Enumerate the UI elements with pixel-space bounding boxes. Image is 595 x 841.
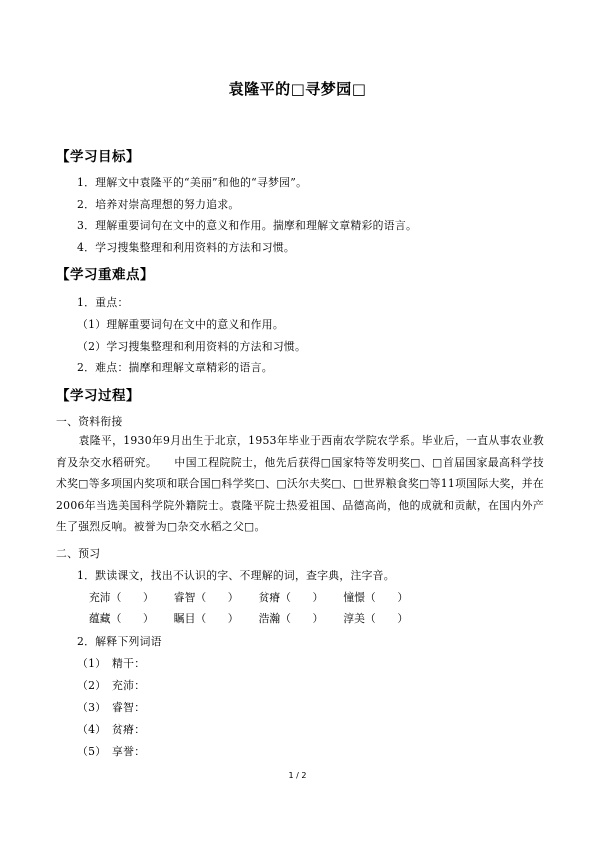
pinyin-word: 充沛（ ） [89,591,154,604]
pinyin-word: 瞩目（ ） [173,612,239,625]
pinyin-word: 睿智（ ） [173,591,239,604]
term-item: （3） 睿智： [77,701,146,714]
question-2: 2．解释下列词语 [77,635,162,648]
pinyin-word: 浩瀚（ ） [258,612,324,625]
pinyin-word: 蕴藏（ ） [89,612,154,625]
pinyin-word: 憧憬（ ） [343,591,409,604]
goal-item: 1．理解文中袁隆平的“美丽”和他的“寻梦园”。 [77,176,308,189]
page-number: 1 / 2 [288,771,307,780]
term-item: （5） 享誉： [77,745,146,758]
keypoint-item: 1．重点： [77,296,129,309]
keypoint-item: （1）理解重要词句在文中的意义和作用。 [77,318,284,331]
goal-item: 4．学习搜集整理和利用资料的方法和习惯。 [77,241,296,254]
word-row-2 [89,611,408,626]
pinyin-word: 淳美（ ） [343,612,409,625]
goal-item: 2．培养对崇高理想的努力追求。 [77,198,240,211]
pinyin-word: 贫瘠（ ） [258,591,324,604]
part2-title: 二、预习 [56,547,101,560]
goals-heading: 【学习目标】 [56,149,140,165]
term-item: （1） 精干： [77,657,146,670]
keypoint-item: （2）学习搜集整理和利用资料的方法和习惯。 [77,340,307,353]
term-item: （2） 充沛： [77,679,146,692]
background-paragraph: 袁隆平，1930年9月出生于北京，1953年毕业于西南农学院农学系。毕业后，一直从事农业教育及杂交水稻研究。 中国工程院院士，他先后获得□国家特等发明奖□、□首届国家最高科学技术奖□等多项国内奖项和联合国□科学奖□、□沃尔夫奖□、□世界粮食奖□等11项国际大奖，并在2006年当选美国科学院外籍院士。袁隆平院士热爱祖国、品德高尚，他的成就和贡献，在国内外产生了强烈反响。被誉为□杂交水稻之父□。 [56,434,544,533]
word-row-1 [89,590,408,605]
goal-item: 3．理解重要词句在文中的意义和作用。揣摩和理解文章精彩的语言。 [77,219,418,232]
page-title: 袁隆平的□寻梦园□ [228,80,367,98]
part1-title: 一、资料衔接 [56,415,123,428]
keypoint-item: 2．难点：揣摩和理解文章精彩的语言。 [77,361,273,374]
question-1: 1．默读课文，找出不认识的字、不理解的词，查字典，注字音。 [77,569,395,582]
term-item: （4） 贫瘠： [77,723,146,736]
keypoints-heading: 【学习重难点】 [56,267,154,283]
process-heading: 【学习过程】 [56,388,140,404]
